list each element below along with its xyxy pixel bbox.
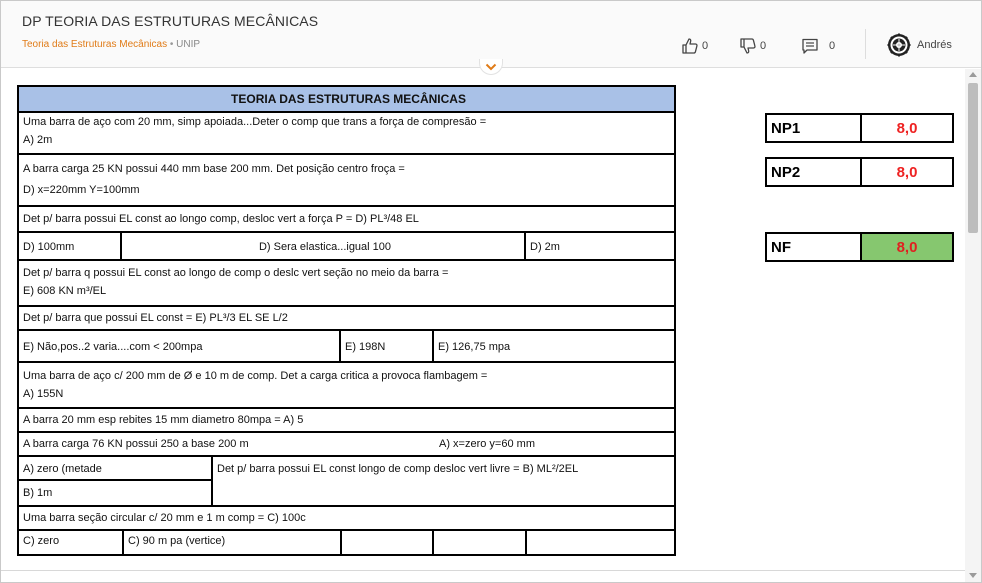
cell-line: E) 608 KN m³/EL	[23, 285, 107, 297]
comment-button[interactable]	[801, 37, 835, 55]
table-cell: B) 1m	[23, 487, 53, 499]
cell-line: Det p/ barra q possui EL const ao longo de comp o deslc vert seção no meio da barra =	[23, 267, 449, 279]
cell-line: A barra carga 25 KN possui 440 mm base 200 mm. Det posição centro froça =	[23, 163, 405, 175]
table-cell: E) 126,75 mpa	[432, 331, 674, 361]
table-cell: A) x=zero y=60 mm	[439, 438, 535, 450]
like-count: 0	[702, 40, 709, 52]
table-row	[19, 207, 674, 233]
breadcrumb	[22, 39, 200, 50]
vertical-scrollbar[interactable]	[965, 69, 981, 582]
cell-line: A) 155N	[23, 388, 64, 400]
breadcrumb-separator: •	[169, 39, 174, 50]
grade-label: NF	[771, 239, 791, 256]
scroll-down-arrow[interactable]	[969, 573, 977, 578]
cell-line: B) ML²/2EL	[522, 463, 579, 475]
header-divider	[865, 29, 866, 59]
user-name: Andrés	[917, 39, 952, 51]
answers-table	[17, 85, 676, 556]
table-row	[19, 363, 674, 409]
table-cell	[211, 457, 674, 505]
table-cell: C) 90 m pa (vertice)	[122, 531, 340, 554]
table-cell: D) 100mm	[23, 241, 75, 253]
table-cell: A barra 20 mm esp rebites 15 mm diametro 80mpa = A) 5	[23, 414, 304, 426]
cell-line: Uma barra de aço com 20 mm, simp apoiada...Deter o comp que trans a força de compresão =	[23, 116, 487, 128]
table-cell: D) Sera elastica...igual 100	[120, 233, 524, 259]
expand-header-button[interactable]	[479, 59, 503, 75]
table-row	[19, 261, 674, 307]
table-cell	[19, 261, 674, 305]
grade-value: 8,0	[862, 234, 952, 260]
user-profile[interactable]	[887, 33, 952, 57]
table-row	[19, 457, 674, 507]
table-cell: A barra carga 76 KN possui 250 a base 200 m	[23, 438, 249, 450]
table-cell: C) zero	[23, 535, 60, 547]
table-cell: A) zero (metade	[19, 457, 211, 481]
table-cell: D) 2m	[524, 233, 674, 259]
cell-line: D) x=220mm Y=100mm	[23, 184, 140, 196]
like-button[interactable]	[681, 37, 708, 55]
school-link[interactable]: UNIP	[176, 39, 201, 50]
table-cell: Det p/ barra possui EL const ao longo comp, desloc vert a força P = D) PL³/48 EL	[23, 213, 419, 225]
chevron-down-icon	[485, 63, 497, 71]
course-link[interactable]: Teoria das Estruturas Mecânicas	[22, 39, 168, 50]
comment-count: 0	[829, 40, 836, 52]
table-row	[19, 433, 674, 457]
table-row	[19, 331, 674, 363]
table-cell	[525, 531, 674, 554]
grade-value: 8,0	[896, 120, 918, 137]
table-row	[19, 409, 674, 433]
grade-label: NP2	[771, 164, 801, 181]
table-cell	[19, 155, 674, 205]
avatar	[887, 33, 911, 57]
dislike-count: 0	[760, 40, 767, 52]
thumbs-up-icon	[681, 37, 699, 55]
table-row	[19, 155, 674, 207]
dislike-button[interactable]	[739, 37, 766, 55]
table-title: TEORIA DAS ESTRUTURAS MECÂNICAS	[231, 92, 466, 106]
grade-value: 8,0	[896, 164, 918, 181]
table-cell: E) 198N	[339, 331, 432, 361]
page-title: DP TEORIA DAS ESTRUTURAS MECÂNICAS	[22, 13, 319, 29]
scroll-up-arrow[interactable]	[969, 72, 977, 77]
table-cell	[19, 363, 674, 407]
comment-icon	[801, 37, 819, 55]
grade-label: NP1	[771, 120, 801, 137]
table-row	[19, 233, 674, 261]
table-header-row	[19, 87, 674, 113]
grade-nf	[765, 232, 954, 262]
table-cell: Det p/ barra que possui EL const = E) PL³/3 EL SE L/2	[23, 312, 288, 324]
table-cell: E) Não,pos..2 varia....com < 200mpa	[23, 341, 203, 353]
table-row	[19, 307, 674, 331]
cell-line: Det p/ barra possui EL const longo de comp desloc vert livre =	[217, 463, 520, 475]
table-row	[19, 113, 674, 155]
table-cell	[19, 113, 674, 153]
table-cell	[340, 531, 432, 554]
thumbs-down-icon	[739, 37, 757, 55]
grade-np2	[765, 157, 954, 187]
grade-np1	[765, 113, 954, 143]
scrollbar-thumb[interactable]	[968, 83, 978, 233]
cell-line: A) 2m	[23, 134, 53, 146]
cell-line: Uma barra de aço c/ 200 mm de Ø e 10 m de comp. Det a carga critica a provoca flambagem =	[23, 370, 488, 382]
table-cell	[432, 531, 525, 554]
table-row	[19, 507, 674, 531]
document-header	[1, 1, 981, 68]
page-bottom-border	[1, 570, 965, 571]
table-row	[19, 531, 674, 554]
table-cell: Uma barra seção circular c/ 20 mm e 1 m comp = C) 100c	[23, 512, 306, 524]
